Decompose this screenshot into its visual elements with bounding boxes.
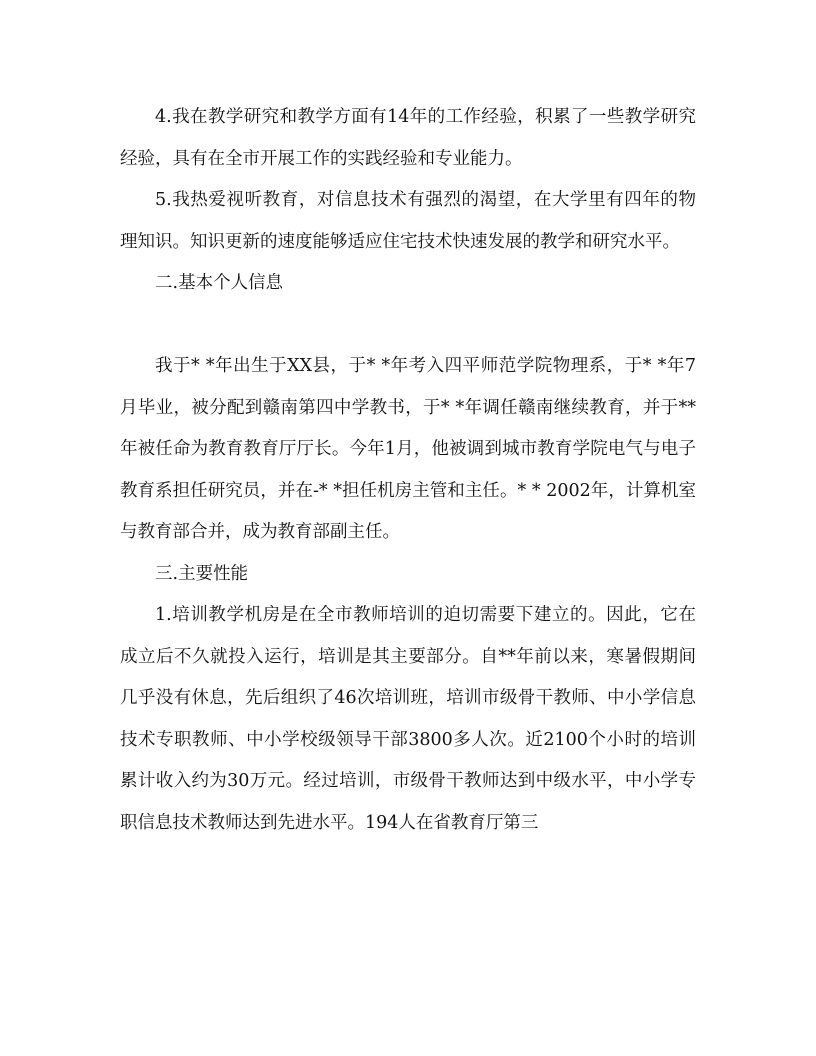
paragraph-item-4: 4.我在教学研究和教学方面有14年的工作经验，积累了一些教学研究经验，具有在全市开展工作的实践经验和专业能力。 [120,107,696,169]
blank-line [120,305,696,347]
section-heading-basic-info: 二.基本个人信息 [155,273,284,293]
section-heading-main-performance: 三.主要性能 [155,563,249,584]
document-body [120,97,696,844]
paragraph-item-5: 5.我热爱视听教育，对信息技术有强烈的渴望，在大学里有四年的物理知识。知识更新的速度能够适应住宅技术快速发展的教学和研究水平。 [120,190,696,252]
paragraph-bio: 我于* *年出生于XX县，于* *年考入四平师范学院物理系，于* *年7月毕业，被分配到赣南第四中学教书，于* *年调任赣南继续教育，并于**年被任命为教育教育厅厅长。今年1月，他被调到城市教育学院电气与电子教育系担任研究员，并在-* *担任机房主管和主任。* * 2002年，计算机室与教育部合并，成为教育部副主任。 [120,356,696,542]
paragraph-performance-1: 1.培训教学机房是在全市教师培训的迫切需要下建立的。因此，它在成立后不久就投入运行，培训是其主要部分。自**年前以来，寒暑假期间几乎没有休息，先后组织了46次培训班，培训市级骨干教师、中小学信息技术专职教师、中小学校级领导干部3800多人次。近2100个小时的培训累计收入约为30万元。经过培训，市级骨干教师达到中级水平，中小学专职信息技术教师达到先进水平。194人在省教育厅第三 [120,605,696,833]
